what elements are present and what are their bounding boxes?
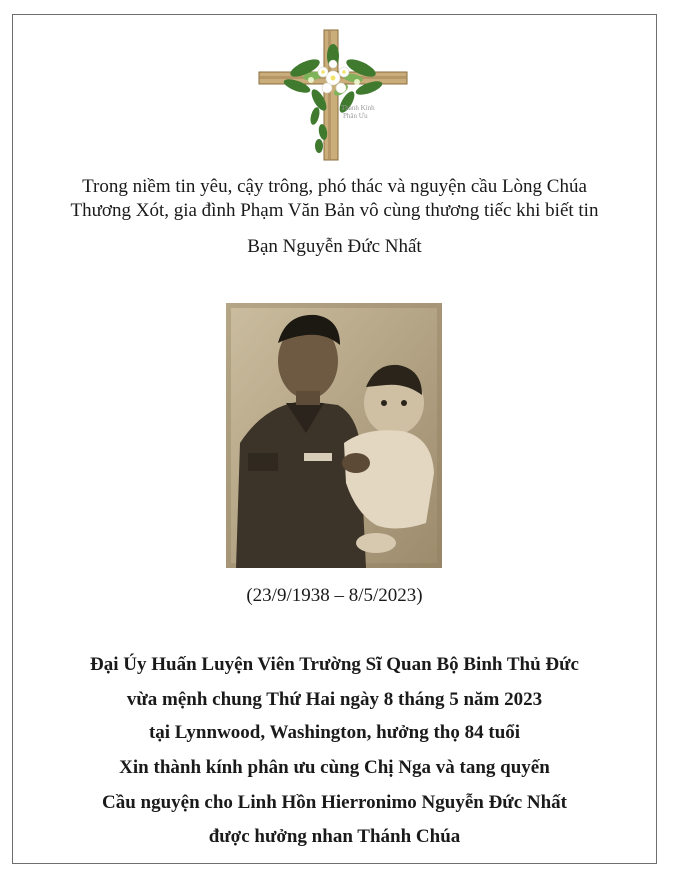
photo-image (226, 303, 442, 568)
cross-with-flowers (253, 28, 413, 162)
rank-line: Đại Úy Huấn Luyện Viên Trường Sĩ Quan Bộ Binh Thủ Đức (90, 654, 579, 675)
cross-overlay-text-1: Thành Kính (341, 104, 375, 112)
deceased-name: Bạn Nguyễn Đức Nhất (247, 236, 422, 257)
life-dates: (23/9/1938 – 8/5/2023) (246, 585, 423, 606)
intro-line-2: Thương Xót, gia đình Phạm Văn Bản vô cùng thương tiếc khi biết tin (70, 200, 599, 221)
place-line: tại Lynnwood, Washington, hưởng thọ 84 tuổi (148, 722, 521, 743)
prayer-line-2: được hưởng nhan Thánh Chúa (208, 826, 461, 847)
condolence-line: Xin thành kính phân ưu cùng Chị Nga và tang quyến (119, 757, 550, 778)
cross-overlay-text-2: Phân Ưu (343, 112, 368, 120)
passed-line: vừa mệnh chung Thứ Hai ngày 8 tháng 5 năm 2023 (126, 689, 543, 710)
prayer-line-1: Cầu nguyện cho Linh Hồn Hierronimo Nguyễn Đức Nhất (102, 792, 567, 813)
intro-line-1: Trong niềm tin yêu, cậy trông, phó thác và nguyện cầu Lòng Chúa (82, 176, 587, 197)
memorial-photo (226, 303, 442, 568)
cross-icon (253, 28, 413, 162)
